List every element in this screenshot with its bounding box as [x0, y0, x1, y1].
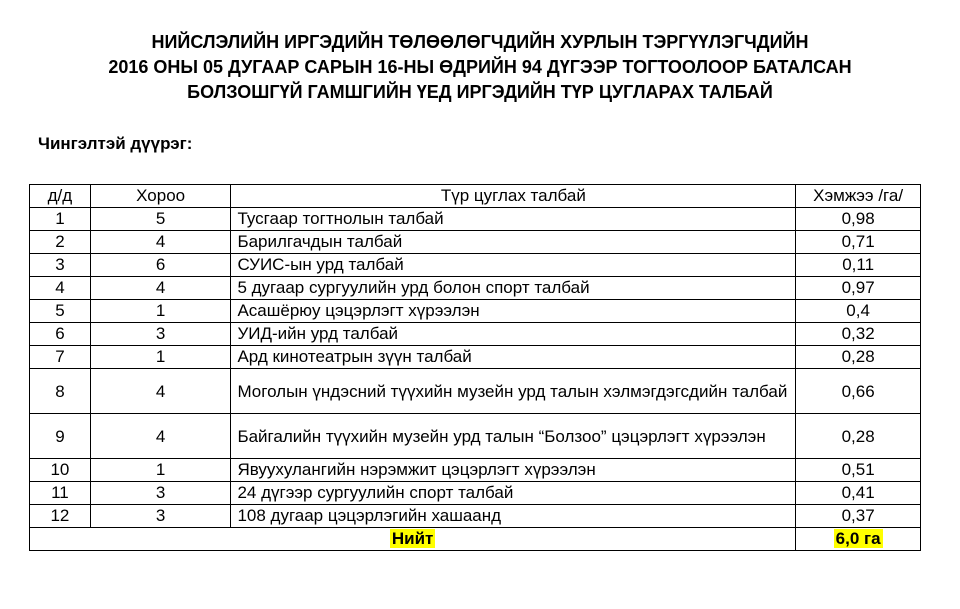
table-row	[30, 414, 921, 459]
row-area-name: 108 дугаар цэцэрлэгийн хашаанд	[231, 505, 796, 528]
table-row	[30, 323, 921, 346]
row-size: 0,28	[796, 346, 921, 369]
row-size: 0,41	[796, 482, 921, 505]
row-number: 10	[30, 459, 91, 482]
row-area-name: Моголын үндэсний түүхийн музейн урд талын хэлмэгдэгсдийн талбай	[231, 369, 796, 414]
row-size: 0,32	[796, 323, 921, 346]
row-area-name: Барилгачдын талбай	[231, 231, 796, 254]
table-row	[30, 300, 921, 323]
row-number: 3	[30, 254, 91, 277]
total-value: 6,0 га	[835, 529, 881, 548]
row-area-name: 5 дугаар сургуулийн урд болон спорт талбай	[231, 277, 796, 300]
row-khoroo: 3	[90, 323, 231, 346]
header-area-name: Түр цуглах талбай	[231, 185, 796, 208]
header-size: Хэмжээ /га/	[796, 185, 921, 208]
row-khoroo: 4	[90, 414, 231, 459]
table-header-row	[30, 185, 921, 208]
row-khoroo: 1	[90, 459, 231, 482]
gathering-areas-table	[29, 184, 921, 551]
row-number: 7	[30, 346, 91, 369]
row-number: 9	[30, 414, 91, 459]
row-size: 0,4	[796, 300, 921, 323]
row-size: 0,71	[796, 231, 921, 254]
row-number: 12	[30, 505, 91, 528]
row-size: 0,97	[796, 277, 921, 300]
row-khoroo: 4	[90, 277, 231, 300]
row-area-name: УИД-ийн урд талбай	[231, 323, 796, 346]
row-area-name: Тусгаар тогтнолын талбай	[231, 208, 796, 231]
row-size: 0,28	[796, 414, 921, 459]
row-area-name: Явуухулангийн нэрэмжит цэцэрлэгт хүрээлэн	[231, 459, 796, 482]
row-khoroo: 5	[90, 208, 231, 231]
header-number: д/д	[30, 185, 91, 208]
row-size: 0,37	[796, 505, 921, 528]
table-row	[30, 482, 921, 505]
table-row	[30, 208, 921, 231]
title-line-2: 2016 ОНЫ 05 ДУГААР САРЫН 16-НЫ ӨДРИЙН 94 ДҮГЭЭР ТОГТООЛООР БАТАЛСАН	[108, 57, 852, 77]
table-row	[30, 346, 921, 369]
row-area-name: Асашёрюу цэцэрлэгт хүрээлэн	[231, 300, 796, 323]
table-row	[30, 459, 921, 482]
row-khoroo: 1	[90, 300, 231, 323]
row-khoroo: 6	[90, 254, 231, 277]
row-area-name: СУИС-ын урд талбай	[231, 254, 796, 277]
row-size: 0,98	[796, 208, 921, 231]
row-number: 4	[30, 277, 91, 300]
total-value-cell	[796, 528, 921, 551]
table-row	[30, 505, 921, 528]
district-heading: Чингэлтэй дүүрэг:	[38, 134, 193, 153]
row-area-name: Байгалийн түүхийн музейн урд талын “Болзоо” цэцэрлэгт хүрээлэн	[231, 414, 796, 459]
row-number: 6	[30, 323, 91, 346]
row-number: 5	[30, 300, 91, 323]
total-label: Нийт	[391, 529, 434, 548]
header-khoroo: Хороо	[90, 185, 231, 208]
row-khoroo: 3	[90, 482, 231, 505]
row-khoroo: 1	[90, 346, 231, 369]
row-number: 2	[30, 231, 91, 254]
total-row	[30, 528, 921, 551]
row-area-name: Ард кинотеатрын зүүн талбай	[231, 346, 796, 369]
document-title	[0, 30, 960, 105]
row-number: 8	[30, 369, 91, 414]
row-khoroo: 3	[90, 505, 231, 528]
table-row	[30, 254, 921, 277]
table-row	[30, 369, 921, 414]
table-row	[30, 231, 921, 254]
row-number: 1	[30, 208, 91, 231]
row-size: 0,66	[796, 369, 921, 414]
row-size: 0,51	[796, 459, 921, 482]
row-number: 11	[30, 482, 91, 505]
title-line-3: БОЛЗОШГҮЙ ГАМШГИЙН ҮЕД ИРГЭДИЙН ТҮР ЦУГЛАРАХ ТАЛБАЙ	[187, 82, 773, 102]
row-khoroo: 4	[90, 369, 231, 414]
title-line-1: НИЙСЛЭЛИЙН ИРГЭДИЙН ТӨЛӨӨЛӨГЧДИЙН ХУРЛЫН ТЭРГҮҮЛЭГЧДИЙН	[151, 32, 809, 52]
row-size: 0,11	[796, 254, 921, 277]
row-khoroo: 4	[90, 231, 231, 254]
row-area-name: 24 дүгээр сургуулийн спорт талбай	[231, 482, 796, 505]
table-row	[30, 277, 921, 300]
total-label-cell	[30, 528, 796, 551]
